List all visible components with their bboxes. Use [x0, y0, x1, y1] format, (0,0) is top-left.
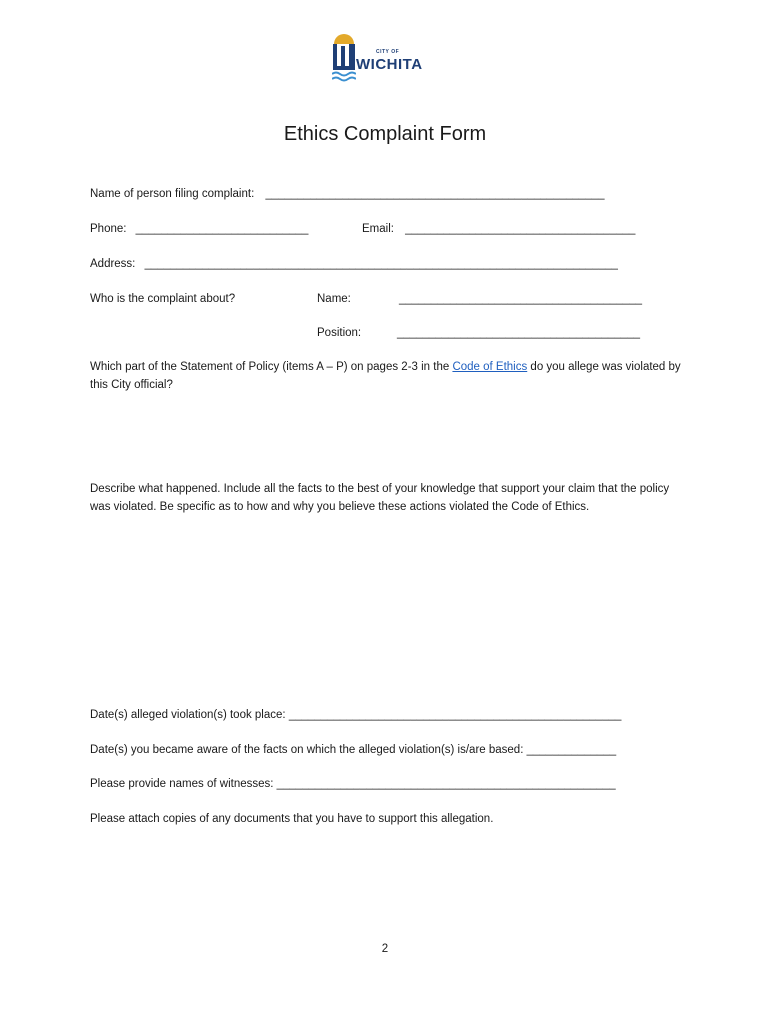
- took-place-row: [90, 707, 621, 724]
- address-row: [90, 256, 618, 273]
- about-position-label: Position:: [317, 327, 362, 339]
- code-of-ethics-link[interactable]: Code of Ethics: [452, 361, 528, 373]
- policy-question: [90, 359, 690, 394]
- email-field[interactable]: ____________________________________: [405, 223, 636, 235]
- name-filing-label: Name of person filing complaint:: [90, 188, 255, 200]
- about-position-field[interactable]: ______________________________________: [397, 327, 641, 339]
- city-of-wichita-logo: [332, 32, 438, 82]
- wichita-logo-icon: [332, 32, 356, 82]
- about-name-field[interactable]: ______________________________________: [399, 293, 643, 305]
- witnesses-row: [90, 776, 616, 793]
- email-row: [362, 221, 635, 238]
- describe-question: Describe what happened. Include all the facts to the best of your knowledge that support your claim that the policy was violated. Be specific as to how and why you believe these actions violated the Code of Ethics.: [90, 483, 670, 513]
- attach-note: Please attach copies of any documents that you have to support this allegation.: [90, 813, 494, 825]
- logo-city-of-text: CITY OF: [376, 49, 400, 55]
- name-filing-field[interactable]: _____________________________________________________: [265, 188, 605, 200]
- took-place-field[interactable]: ____________________________________________________: [288, 709, 622, 721]
- became-aware-field[interactable]: ______________: [526, 744, 617, 756]
- phone-row: [90, 221, 308, 238]
- phone-label: Phone:: [90, 223, 127, 235]
- form-title: Ethics Complaint Form: [283, 123, 487, 145]
- name-filing-row: [90, 186, 604, 203]
- page-number: 2: [381, 943, 389, 955]
- email-label: Email:: [362, 223, 394, 235]
- became-aware-label: Date(s) you became aware of the facts on which the alleged violation(s) is/are based:: [90, 744, 524, 756]
- phone-field[interactable]: ___________________________: [135, 223, 309, 235]
- became-aware-row: [90, 742, 616, 759]
- about-name-label: Name:: [317, 293, 351, 305]
- complaint-about-label: Who is the complaint about?: [90, 293, 236, 305]
- policy-question-text-after: do you allege was violated by this City official?: [90, 361, 681, 391]
- logo-wordmark: WICHITA: [356, 56, 423, 73]
- witnesses-label: Please provide names of witnesses:: [90, 778, 274, 790]
- address-field[interactable]: __________________________________________________________________________: [144, 258, 618, 270]
- address-label: Address:: [90, 258, 136, 270]
- took-place-label: Date(s) alleged violation(s) took place:: [90, 709, 286, 721]
- policy-question-text-before: Which part of the Statement of Policy (items A – P) on pages 2-3 in the: [90, 361, 453, 373]
- witnesses-field[interactable]: _____________________________________________________: [276, 778, 616, 790]
